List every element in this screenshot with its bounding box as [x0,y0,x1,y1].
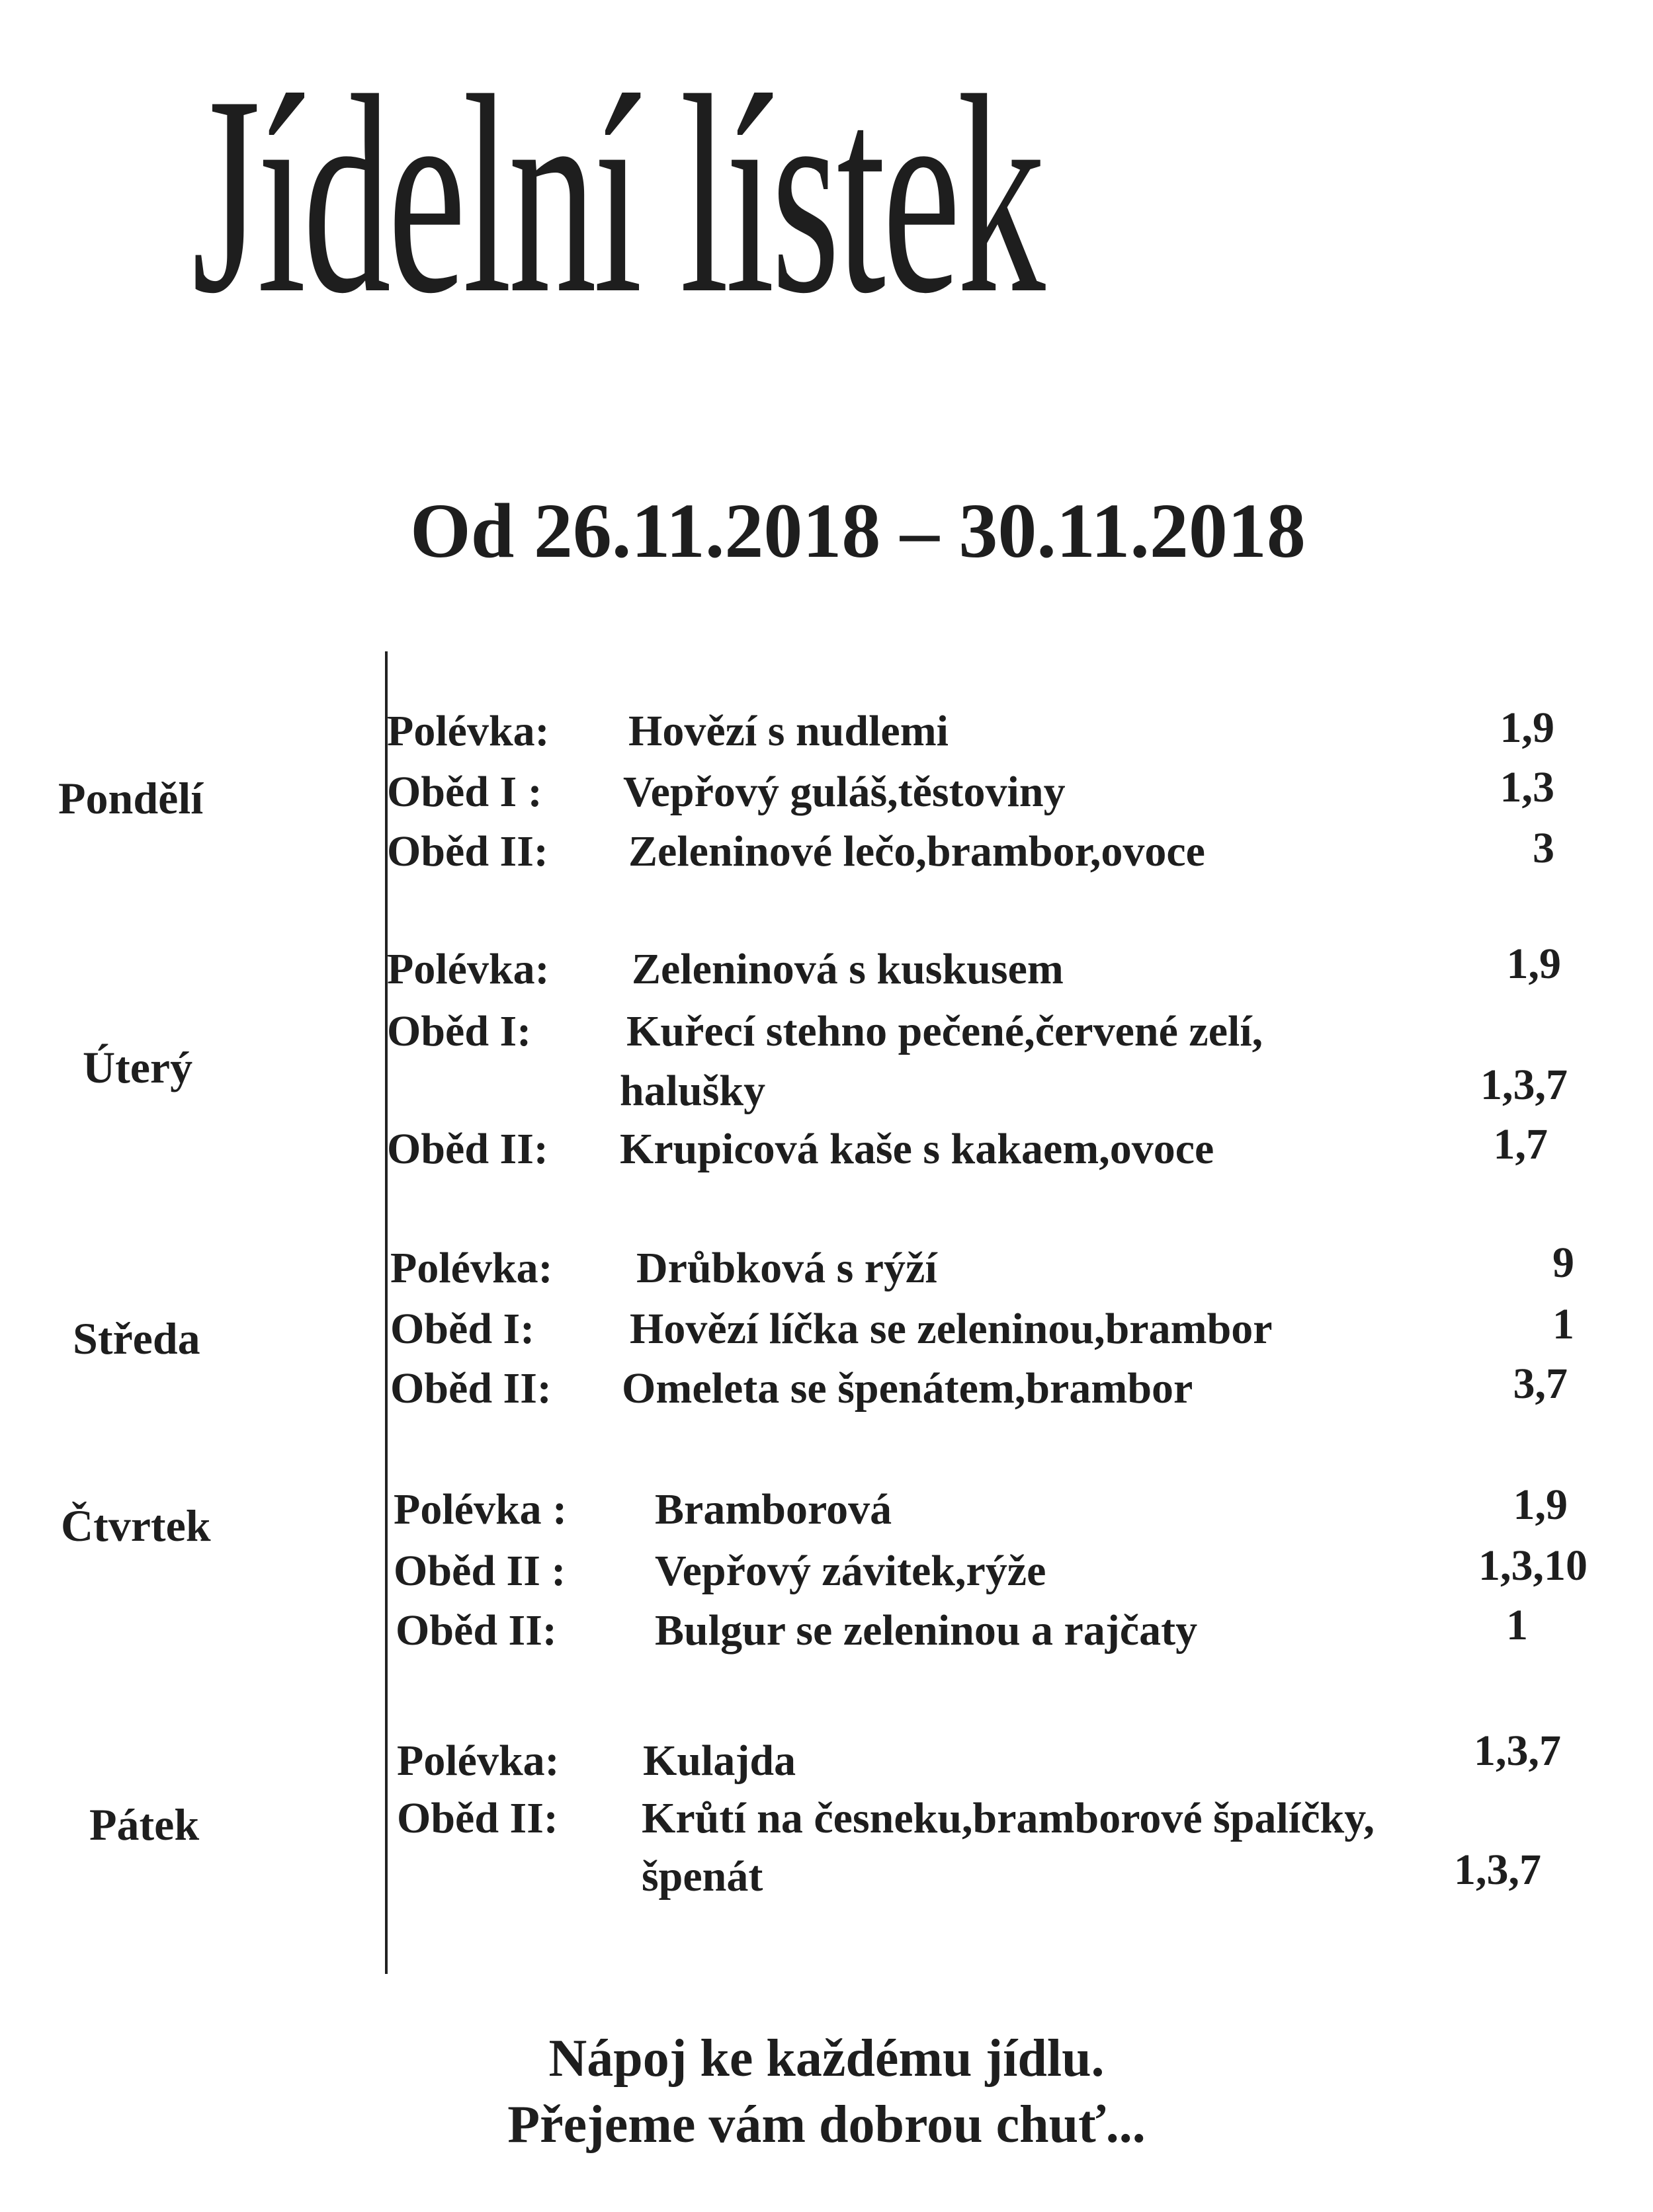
meal-dish: Krupicová kaše s kakaem,ovoce [620,1125,1214,1173]
meal-dish: Drůbková s rýží [636,1244,937,1292]
meal-dish: Krůtí na česneku,bramborové špalíčky, [642,1794,1375,1842]
meal-allergens: 1,7 [1493,1120,1548,1168]
meal-label: Oběd II: [390,1364,552,1413]
meal-allergens: 3 [1533,824,1554,872]
meal-label: Oběd I : [387,768,542,816]
meal-label: Oběd II: [387,827,548,876]
meal-dish: špenát [642,1852,763,1901]
day-name: Pondělí [58,773,204,823]
meal-label: Oběd I: [387,1007,532,1055]
meal-label: Oběd II: [387,1125,548,1173]
day-name: Úterý [83,1042,193,1092]
meal-label: Polévka : [394,1485,568,1534]
meal-label: Polévka: [387,945,550,993]
meal-allergens: 3,7 [1513,1360,1568,1408]
meal-allergens: 1,9 [1513,1481,1568,1529]
meal-allergens: 1,3,7 [1474,1727,1561,1775]
meal-allergens: 1,9 [1506,940,1561,988]
meal-dish: Vepřový závitek,rýže [655,1547,1046,1595]
date-range: Od 26.11.2018 – 30.11.2018 [410,487,1306,574]
meal-allergens: 9 [1552,1239,1574,1287]
meal-allergens: 1,9 [1500,704,1554,752]
meal-dish: Kuřecí stehno pečené,červené zelí, [626,1007,1263,1055]
meal-allergens: 1,3,7 [1480,1061,1568,1109]
page-title: Jídelní lístek [192,38,1042,352]
meal-allergens: 1 [1506,1601,1528,1649]
meal-allergens: 1,3,7 [1454,1846,1541,1894]
meal-dish: Hovězí líčka se zeleninou,brambor [630,1305,1273,1353]
meal-label: Oběd II: [396,1606,557,1655]
meal-label: Oběd II: [397,1794,558,1842]
meal-label: Polévka: [390,1244,553,1292]
day-name: Středa [73,1313,200,1364]
meal-dish: Zeleninové lečo,brambor,ovoce [628,827,1205,876]
footer-line-2: Přejeme vám dobrou chuť... [507,2096,1146,2154]
meal-allergens: 1 [1552,1300,1574,1348]
meal-dish: Omeleta se špenátem,brambor [622,1364,1193,1413]
meal-allergens: 1,3 [1500,763,1554,811]
meal-label: Polévka: [397,1737,560,1785]
footer-line-1: Nápoj ke každému jídlu. [548,2029,1105,2088]
meal-label: Oběd I: [390,1305,535,1353]
meal-dish: Zeleninová s kuskusem [632,945,1064,993]
meal-dish: Bulgur se zeleninou a rajčaty [655,1606,1198,1655]
meal-dish: Kulajda [643,1737,796,1785]
day-name: Čtvrtek [61,1500,211,1551]
meal-dish: Vepřový guláš,těstoviny [623,768,1066,816]
meal-label: Oběd II : [394,1547,566,1595]
day-name: Pátek [89,1799,200,1850]
meal-dish: Bramborová [655,1485,892,1534]
meal-label: Polévka: [387,707,550,755]
meal-dish: halušky [620,1067,766,1115]
meal-dish: Hovězí s nudlemi [628,707,949,755]
meal-allergens: 1,3,10 [1478,1541,1588,1590]
